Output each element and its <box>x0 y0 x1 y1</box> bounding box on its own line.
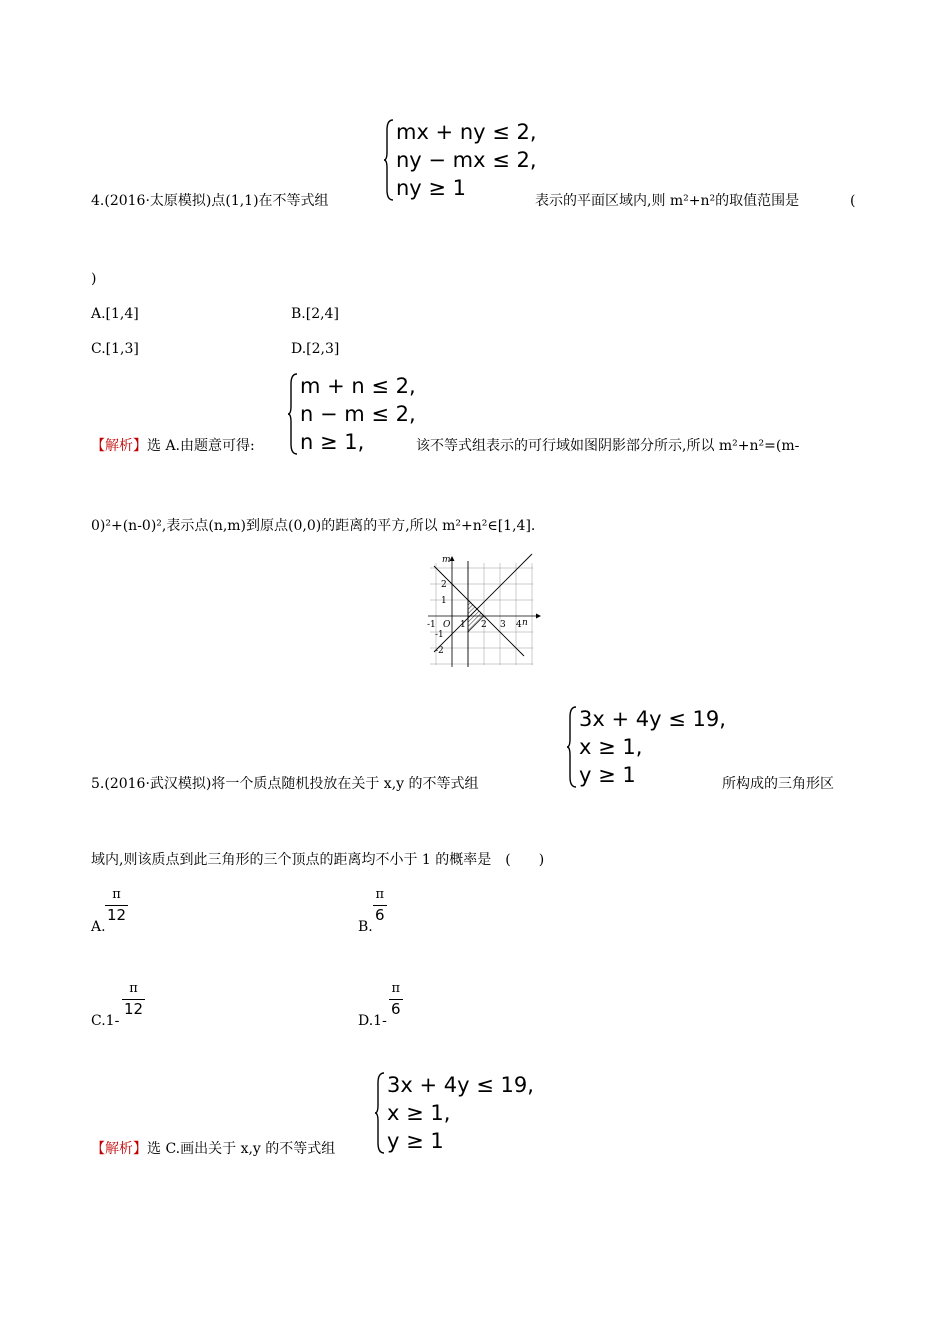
q5-option-b-fraction <box>373 887 387 924</box>
q5-option-a-fraction <box>105 887 128 924</box>
system-line: x ≥ 1, <box>387 1101 451 1125</box>
system-line: x ≥ 1, <box>579 735 643 759</box>
q5-option-b-label: B. <box>358 919 373 935</box>
q4-option-b: B.[2,4] <box>291 306 339 322</box>
x-axis-label: n <box>522 618 528 628</box>
fraction-numerator: π <box>129 981 138 996</box>
brace-icon <box>375 1071 385 1155</box>
x-tick-label: 2 <box>481 620 487 630</box>
q4-open-paren: ( <box>850 193 856 209</box>
fraction-denominator: 6 <box>375 906 385 924</box>
y-tick-label: -2 <box>435 646 444 656</box>
solution-lead: 选 C.画出关于 x,y 的不等式组 <box>147 1141 336 1157</box>
q4-stem-suffix: 表示的平面区域内,则 m²+n²的取值范围是 <box>535 193 800 209</box>
sol4-line2: 0)²+(n-0)²,表示点(n,m)到原点(0,0)的距离的平方,所以 m²+n²∈[1,4]. <box>91 518 536 534</box>
q5-option-d-fraction <box>389 981 403 1018</box>
system-line: y ≥ 1 <box>387 1129 444 1153</box>
origin-label: O <box>443 620 451 630</box>
brace-icon <box>384 118 394 202</box>
fraction-numerator: π <box>112 887 121 902</box>
q4-option-a: A.[1,4] <box>91 306 139 322</box>
sol4-line1 <box>91 437 255 455</box>
q4-inequality-system <box>384 118 537 202</box>
x-tick-label: -1 <box>427 620 436 630</box>
y-tick-label: -1 <box>435 630 444 640</box>
q4-option-c: C.[1,3] <box>91 341 139 357</box>
solution-tag: 【解析】 <box>91 1141 147 1157</box>
fraction-denominator: 6 <box>391 1000 401 1018</box>
system-line: y ≥ 1 <box>579 763 636 787</box>
y-tick-label: 1 <box>441 596 447 606</box>
q5-stem-suffix: 所构成的三角形区 <box>722 776 834 792</box>
q5-option-c-fraction <box>122 981 145 1018</box>
q5-stem-prefix: 5.(2016·武汉模拟)将一个质点随机投放在关于 x,y 的不等式组 <box>91 776 479 792</box>
fraction-denominator: 12 <box>107 906 127 924</box>
fraction-numerator: π <box>391 981 401 996</box>
line-m-plus-n-eq-2 <box>434 566 524 656</box>
q5-option-a-label: A. <box>91 919 106 935</box>
fraction-numerator: π <box>375 887 385 902</box>
x-tick-label: 3 <box>500 620 506 630</box>
q5-inequality-system <box>567 705 726 789</box>
q5-option-c-label: C.1- <box>91 1013 120 1029</box>
y-tick-label: 2 <box>441 580 447 590</box>
solution-lead: 选 A.由题意可得: <box>147 438 255 454</box>
system-line: ny ≥ 1 <box>396 176 467 200</box>
system-line: 3x + 4y ≤ 19, <box>387 1073 534 1097</box>
brace-icon <box>288 372 298 456</box>
sol4-inequality-system <box>288 372 416 456</box>
brace-icon <box>567 705 577 789</box>
q4-stem-prefix: 4.(2016·太原模拟)点(1,1)在不等式组 <box>91 193 329 209</box>
system-line: n ≥ 1, <box>300 430 365 454</box>
q5-line2: 域内,则该质点到此三角形的三个顶点的距离均不小于 1 的概率是 ( ) <box>91 852 545 868</box>
q5-option-d-label: D.1- <box>358 1013 387 1029</box>
q4-close-paren: ) <box>91 271 97 287</box>
sol4-after-system: 该不等式组表示的可行域如图阴影部分所示,所以 m²+n²=(m- <box>416 438 800 454</box>
sol5-line1 <box>91 1140 335 1158</box>
feasible-region-graph <box>418 553 558 673</box>
fraction-denominator: 12 <box>124 1000 144 1018</box>
system-line: m + n ≤ 2, <box>300 374 416 398</box>
q4-option-d: D.[2,3] <box>291 341 340 357</box>
y-axis-label: m <box>442 555 451 565</box>
system-line: ny − mx ≤ 2, <box>396 148 537 172</box>
x-tick-label: 4 <box>516 620 522 630</box>
solution-tag: 【解析】 <box>91 438 147 454</box>
sol5-inequality-system <box>375 1071 534 1155</box>
x-tick-label: 1 <box>460 620 466 630</box>
x-axis-arrow-icon <box>536 614 541 619</box>
system-line: n − m ≤ 2, <box>300 402 416 426</box>
line-n-minus-m-eq-2 <box>434 554 532 652</box>
system-line: 3x + 4y ≤ 19, <box>579 707 726 731</box>
system-line: mx + ny ≤ 2, <box>396 120 537 144</box>
